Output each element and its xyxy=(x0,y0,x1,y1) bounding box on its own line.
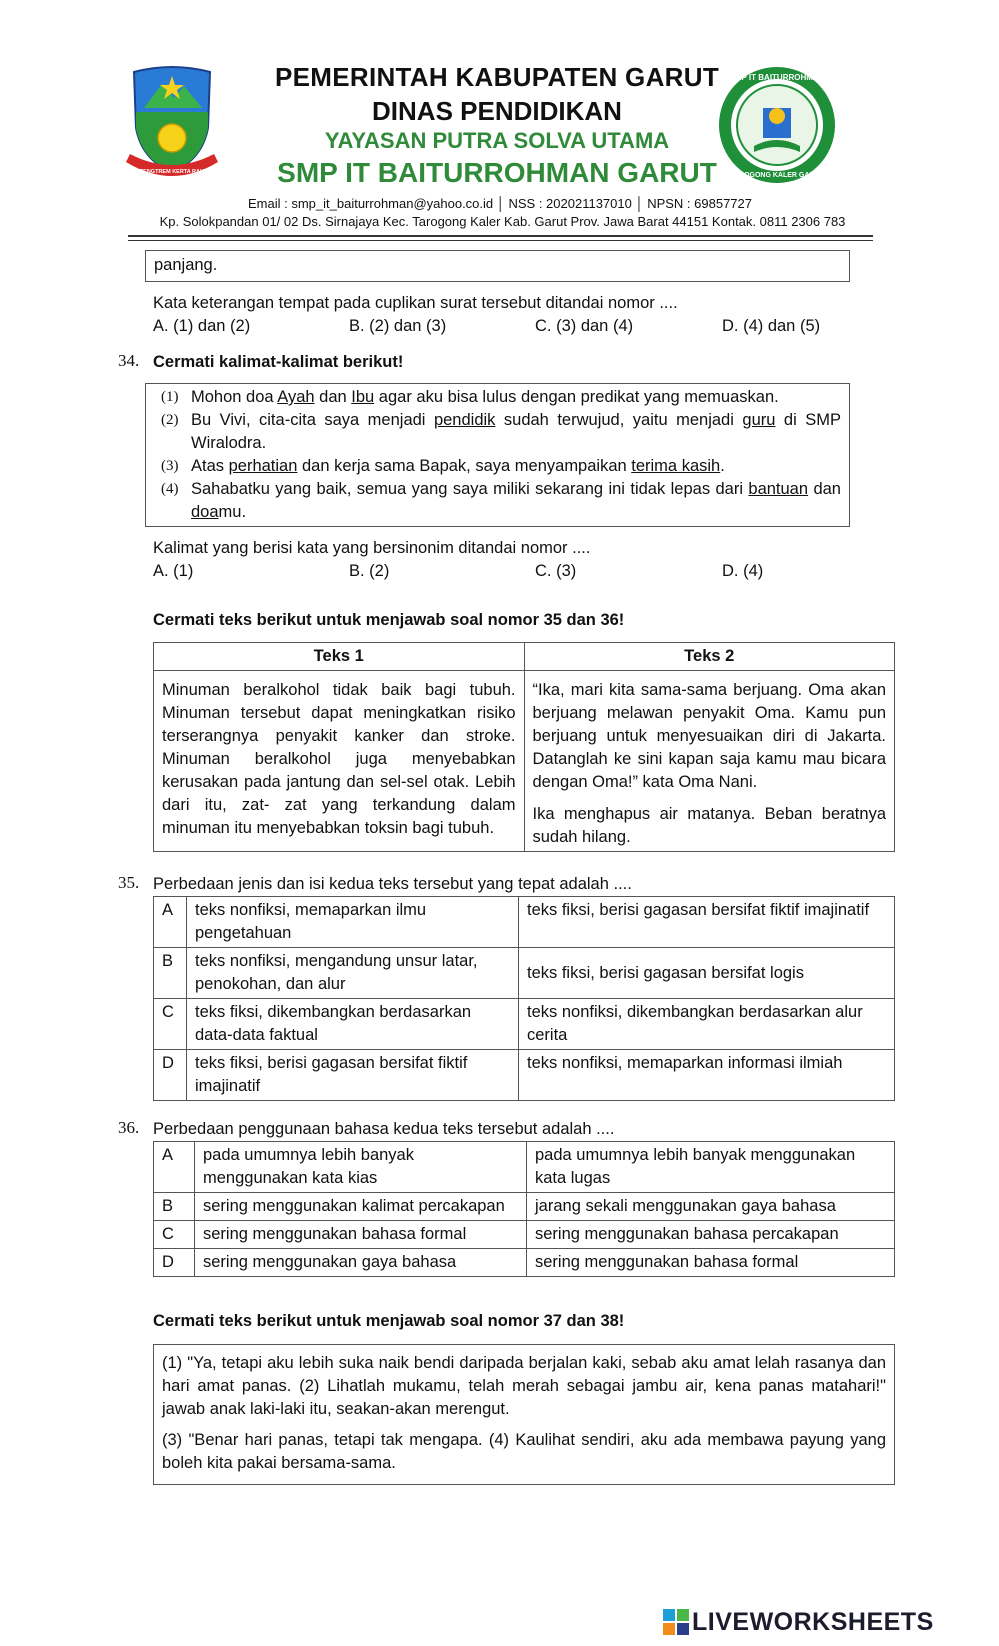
text: dan xyxy=(314,388,352,406)
underlined-word: bantuan xyxy=(748,480,809,498)
underlined-word: Ibu xyxy=(351,388,375,406)
q34-number: 34. xyxy=(118,351,140,370)
header-foundation: YAYASAN PUTRA SOLVA UTAMA xyxy=(324,128,670,153)
seal-text-bottom: TAROGONG KALER GARUT xyxy=(730,172,824,179)
liveworksheets-logo-icon xyxy=(663,1609,689,1635)
option-text-2: pada umumnya lebih banyak menggunakan kata lugas xyxy=(527,1142,895,1193)
q36-row-c[interactable] xyxy=(154,1221,895,1249)
option-text-1: pada umumnya lebih banyak menggunakan kata kias xyxy=(195,1142,527,1193)
underlined-word: doa xyxy=(191,503,219,521)
text: agar aku bisa lulus dengan predikat yang memuaskan. xyxy=(374,388,779,406)
q35-row-c[interactable] xyxy=(154,999,895,1050)
text: Mohon doa xyxy=(191,388,278,406)
q36-question: Perbedaan penggunaan bahasa kedua teks tersebut adalah .... xyxy=(153,1120,615,1138)
seal-text-top: SMP IT BAITURROHMAN xyxy=(729,73,825,82)
q33-option-a[interactable]: A. (1) dan (2) xyxy=(153,317,251,335)
option-text-1: teks fiksi, dikembangkan berdasarkan data-data faktual xyxy=(187,999,519,1050)
q36-options-table xyxy=(153,1141,895,1277)
q33-question: Kata keterangan tempat pada cuplikan surat tersebut ditandai nomor .... xyxy=(153,294,678,312)
option-text-1: teks nonfiksi, memaparkan ilmu pengetahuan xyxy=(187,897,519,948)
intro-35-36: Cermati teks berikut untuk menjawab soal nomor 35 dan 36! xyxy=(153,611,625,629)
q36-row-d[interactable] xyxy=(154,1249,895,1277)
header-rule-thin xyxy=(128,240,873,241)
q34-option-b[interactable]: B. (2) xyxy=(349,562,390,580)
header-contact-email: Email : smp_it_baiturrohman@yahoo.co.id │ NSS : 202021137010 │ NPSN : 69857727 xyxy=(248,196,752,211)
underlined-word: pendidik xyxy=(433,411,496,429)
text: di SMP Wiralodra. xyxy=(191,411,841,452)
q34-option-a[interactable]: A. (1) xyxy=(153,562,194,580)
teks2-body xyxy=(524,671,895,852)
q36-row-b[interactable] xyxy=(154,1193,895,1221)
q35-number: 35. xyxy=(118,873,140,892)
q36-number: 36. xyxy=(118,1118,140,1137)
text: Atas xyxy=(191,457,229,475)
option-text-1: teks fiksi, berisi gagasan bersifat fiktif imajinatif xyxy=(187,1050,519,1101)
header-government: PEMERINTAH KABUPATEN GARUT xyxy=(274,62,719,92)
texts-comparison-table xyxy=(153,642,895,852)
option-key: A xyxy=(154,897,187,948)
option-key: B xyxy=(154,1193,195,1221)
q34-sentence-3 xyxy=(161,455,841,478)
header-department: DINAS PENDIDIKAN xyxy=(372,96,622,126)
option-key: D xyxy=(154,1050,187,1101)
text: dan kerja sama Bapak, saya menyampaikan xyxy=(297,457,632,475)
intro-37-38: Cermati teks berikut untuk menjawab soal nomor 37 dan 38! xyxy=(153,1312,625,1330)
header-rule xyxy=(128,235,873,237)
text: sudah terwujud, yaitu menjadi xyxy=(495,411,743,429)
q33-option-b[interactable]: B. (2) dan (3) xyxy=(349,317,447,335)
q35-row-a[interactable] xyxy=(154,897,895,948)
teks2-paragraph-1: “Ika, mari kita sama-sama berjuang. Oma akan berjuang melawan penyakit Oma. Kamu pun berjuang untuk menyesuaikan diri di Jakarta. Datanglah ke sini kapan saja kamu mau bicara dengan Oma!” kata Oma Nani. xyxy=(532,681,886,791)
option-text-2: teks fiksi, berisi gagasan bersifat logis xyxy=(519,948,895,999)
option-text-2: teks nonfiksi, dikembangkan berdasarkan alur cerita xyxy=(519,999,895,1050)
q34-sentence-1-number: (1) xyxy=(161,389,179,405)
q34-sentence-4 xyxy=(161,478,841,524)
q35-row-d[interactable] xyxy=(154,1050,895,1101)
header-address: Kp. Solokpandan 01/ 02 Ds. Sirnajaya Kec. Tarogong Kaler Kab. Garut Prov. Jawa Barat 44151 Kontak. 0811 2306 783 xyxy=(159,214,846,229)
school-seal xyxy=(716,64,838,186)
q34-sentence-4-number: (4) xyxy=(161,481,179,497)
option-key: D xyxy=(154,1249,195,1277)
option-text-2: teks nonfiksi, memaparkan informasi ilmiah xyxy=(519,1050,895,1101)
header-school-name: SMP IT BAITURROHMAN GARUT xyxy=(277,157,717,188)
text: Sahabatku yang baik, semua yang saya miliki sekarang ini tidak lepas dari xyxy=(191,480,749,498)
q34-sentence-2 xyxy=(161,409,841,455)
option-text-2: teks fiksi, berisi gagasan bersifat fiktif imajinatif xyxy=(519,897,895,948)
q36-row-a[interactable] xyxy=(154,1142,895,1193)
q34-sentence-1 xyxy=(161,386,841,409)
passage-37-box xyxy=(153,1344,895,1485)
teks2-paragraph-2: Ika menghapus air matanya. Beban beratnya sudah hilang. xyxy=(532,805,886,846)
liveworksheets-brand[interactable]: LIVEWORKSHEETS xyxy=(692,1608,934,1636)
q34-sentence-2-number: (2) xyxy=(161,412,179,428)
underlined-word: Ayah xyxy=(277,388,315,406)
q34-option-d[interactable]: D. (4) xyxy=(722,562,764,580)
garut-regency-emblem xyxy=(122,64,222,186)
option-key: B xyxy=(154,948,187,999)
option-key: A xyxy=(154,1142,195,1193)
text: mu. xyxy=(218,503,247,521)
option-text-1: teks nonfiksi, mengandung unsur latar, penokohan, dan alur xyxy=(187,948,519,999)
teks2-header: Teks 2 xyxy=(524,643,895,671)
option-text-1: sering menggunakan kalimat percakapan xyxy=(195,1193,527,1221)
option-text-1: sering menggunakan bahasa formal xyxy=(195,1221,527,1249)
option-key: C xyxy=(154,1221,195,1249)
q35-options-table xyxy=(153,896,895,1101)
teks1-header: Teks 1 xyxy=(154,643,525,671)
teks1-body: Minuman beralkohol tidak baik bagi tubuh. Minuman tersebut dapat meningkatkan risiko terserangnya penyakit kanker dan stroke. Minuman beralkohol juga menyebabkan kerusakan pada jantung dan sel-sel otak. Lebih dari itu, zat- zat yang terkandung dalam minuman itu menyebabkan toksin bagi tubuh. xyxy=(154,671,525,852)
underlined-word: terima kasih xyxy=(631,457,721,475)
q33-excerpt-box xyxy=(145,250,850,282)
q33-option-c[interactable]: C. (3) dan (4) xyxy=(535,317,634,335)
text: dan xyxy=(808,480,841,498)
q34-sentence-3-number: (3) xyxy=(161,458,179,474)
emblem-motto: TATA TENGTREM KERTA RAHARJA xyxy=(125,169,219,175)
q33-excerpt-text: panjang. xyxy=(154,256,218,274)
option-text-2: jarang sekali menggunakan gaya bahasa xyxy=(527,1193,895,1221)
passage-37-paragraph-2: (3) "Benar hari panas, tetapi tak mengapa. (4) Kaulihat sendiri, aku ada membawa payung yang boleh kita pakai bersama-sama. xyxy=(162,1431,886,1472)
q34-title: Cermati kalimat-kalimat berikut! xyxy=(153,353,404,371)
option-key: C xyxy=(154,999,187,1050)
underlined-word: guru xyxy=(742,411,776,429)
q34-question: Kalimat yang berisi kata yang bersinonim ditandai nomor .... xyxy=(153,539,591,557)
option-text-2: sering menggunakan bahasa percakapan xyxy=(527,1221,895,1249)
text: Bu Vivi, cita-cita saya menjadi xyxy=(191,411,434,429)
q35-row-b[interactable] xyxy=(154,948,895,999)
underlined-word: perhatian xyxy=(228,457,298,475)
text: . xyxy=(720,457,725,475)
passage-37-paragraph-1: (1) "Ya, tetapi aku lebih suka naik bendi daripada berjalan kaki, sebab aku amat lelah rasanya dan hari amat panas. (2) Lihatlah mukamu, telah merah sebagai jambu air, kena panas matahari!" jawab anak laki-laki itu, seakan-akan merengut. xyxy=(162,1354,886,1418)
q35-question: Perbedaan jenis dan isi kedua teks tersebut yang tepat adalah .... xyxy=(153,875,632,893)
q33-option-d[interactable]: D. (4) dan (5) xyxy=(722,317,821,335)
option-text-1: sering menggunakan gaya bahasa xyxy=(195,1249,527,1277)
option-text-2: sering menggunakan bahasa formal xyxy=(527,1249,895,1277)
q34-option-c[interactable]: C. (3) xyxy=(535,562,577,580)
